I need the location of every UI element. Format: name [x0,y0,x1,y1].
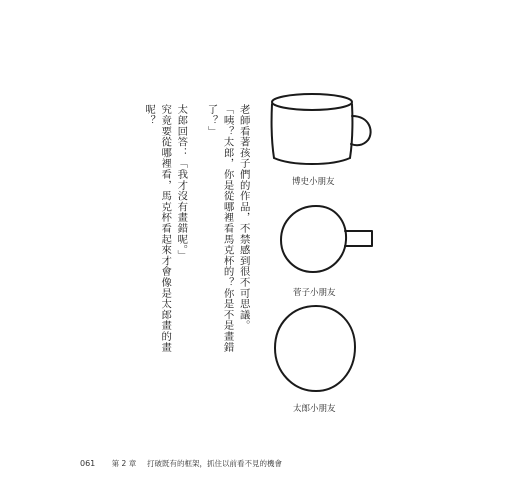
circle-drawing [275,306,355,391]
body-paragraph-4: 究竟要從哪裡看，馬克杯看起來才會像是太郎畫的畫呢？ [143,104,172,353]
body-paragraph-3: 太郎回答：「我才沒有畫錯呢。」 [175,104,188,261]
caption-mug-top: 菅子小朋友 [293,288,336,298]
mug-top-view-drawing [281,206,372,272]
caption-mug-side: 博史小朋友 [292,177,335,187]
page-number: 061 [80,459,96,468]
caption-circle: 太郎小朋友 [293,404,336,414]
mug-side-view-drawing [272,94,371,164]
body-paragraph-2: 「咦？太郎，你是從哪裡看馬克杯的？你是不是畫錯了？」 [205,104,234,353]
page-footer [80,458,282,469]
chapter-title: 打破既有的框架，抓住以前看不見的機會 [147,459,282,468]
chapter-label: 第 2 章 [111,459,137,468]
body-paragraph-1: 老師看著孩子們的作品，不禁感到很不可思議。 [237,104,250,331]
